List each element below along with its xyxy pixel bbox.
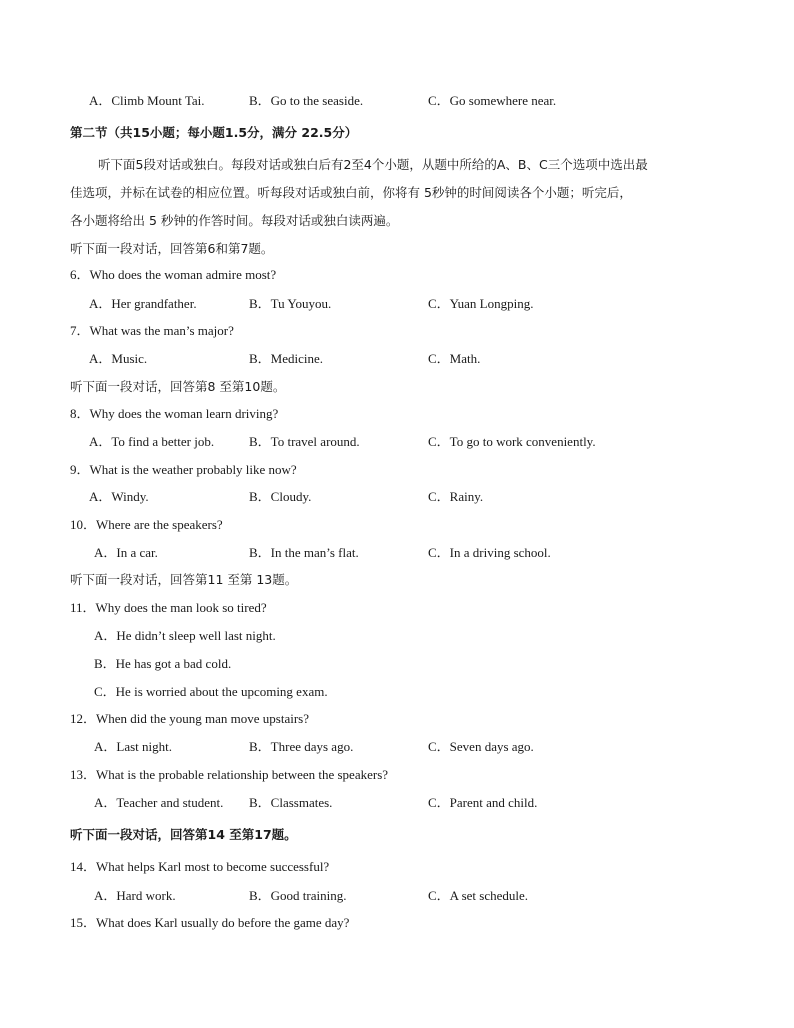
q10-option-c: C．In a driving school.	[428, 545, 551, 560]
q11-option-a: A．He didn’t sleep well last night.	[94, 628, 276, 643]
q6-option-a: A．Her grandfather.	[89, 296, 197, 311]
dialog-heading-14-17: 听下面一段对话，回答第14 至第17题。	[70, 827, 297, 842]
q11-option-b: B．He has got a bad cold.	[94, 656, 232, 671]
q5-option-b: B．Go to the seaside.	[249, 93, 364, 108]
q10-option-a: A．In a car.	[94, 545, 158, 560]
q5-option-c: C．Go somewhere near.	[428, 93, 557, 108]
q9-option-c: C．Rainy.	[428, 489, 484, 504]
question-14: 14．What helps Karl most to become successful?	[70, 859, 330, 874]
q13-option-c: C．Parent and child.	[428, 795, 538, 810]
q7-option-b: B．Medicine.	[249, 351, 324, 366]
question-13: 13．What is the probable relationship between the speakers?	[70, 767, 389, 782]
question-12: 12．When did the young man move upstairs?	[70, 711, 310, 726]
q6-option-c: C．Yuan Longping.	[428, 296, 534, 311]
q7-option-c: C．Math.	[428, 351, 481, 366]
question-10: 10．Where are the speakers?	[70, 517, 223, 532]
q5-option-a: A．Climb Mount Tai.	[89, 93, 205, 108]
q8-option-b: B．To travel around.	[249, 434, 360, 449]
q9-option-a: A．Windy.	[89, 489, 149, 504]
q10-option-b: B．In the man’s flat.	[249, 545, 359, 560]
q9-option-b: B．Cloudy.	[249, 489, 312, 504]
instruction-line-2: 佳选项，并标在试卷的相应位置。听每段对话或独白前，你将有 5秒钟的时间阅读各个小题；听完后，	[70, 185, 632, 200]
instruction-line-3: 各小题将给出 5 秒钟的作答时间。每段对话或独白读两遍。	[70, 213, 399, 228]
dialog-heading-6-7: 听下面一段对话，回答第6和第7题。	[70, 241, 274, 256]
question-8: 8．Why does the woman learn driving?	[70, 406, 279, 421]
q12-option-b: B．Three days ago.	[249, 739, 354, 754]
q7-option-a: A．Music.	[89, 351, 148, 366]
question-11: 11．Why does the man look so tired?	[70, 600, 267, 615]
q12-option-c: C．Seven days ago.	[428, 739, 534, 754]
q8-option-c: C．To go to work conveniently.	[428, 434, 596, 449]
question-9: 9．What is the weather probably like now?	[70, 462, 297, 477]
instruction-line-1: 听下面5段对话或独白。每段对话或独白后有2至4个小题，从题中所给的A、B、C三个选项中选出最	[98, 157, 648, 172]
dialog-heading-11-13: 听下面一段对话，回答第11 至第 13题。	[70, 572, 298, 587]
question-15: 15．What does Karl usually do before the game day?	[70, 915, 350, 930]
q6-option-b: B．Tu Youyou.	[249, 296, 332, 311]
q14-option-a: A．Hard work.	[94, 888, 176, 903]
q13-option-a: A．Teacher and student.	[94, 795, 224, 810]
q14-option-c: C．A set schedule.	[428, 888, 529, 903]
q12-option-a: A．Last night.	[94, 739, 172, 754]
q8-option-a: A．To find a better job.	[89, 434, 215, 449]
q11-option-c: C．He is worried about the upcoming exam.	[94, 684, 328, 699]
section-title: 第二节（共15小题；每小题1.5分，满分 22.5分）	[70, 125, 358, 140]
question-7: 7．What was the man’s major?	[70, 323, 234, 338]
q14-option-b: B．Good training.	[249, 888, 347, 903]
q13-option-b: B．Classmates.	[249, 795, 333, 810]
question-6: 6．Who does the woman admire most?	[70, 267, 277, 282]
dialog-heading-8-10: 听下面一段对话，回答第8 至第10题。	[70, 379, 286, 394]
